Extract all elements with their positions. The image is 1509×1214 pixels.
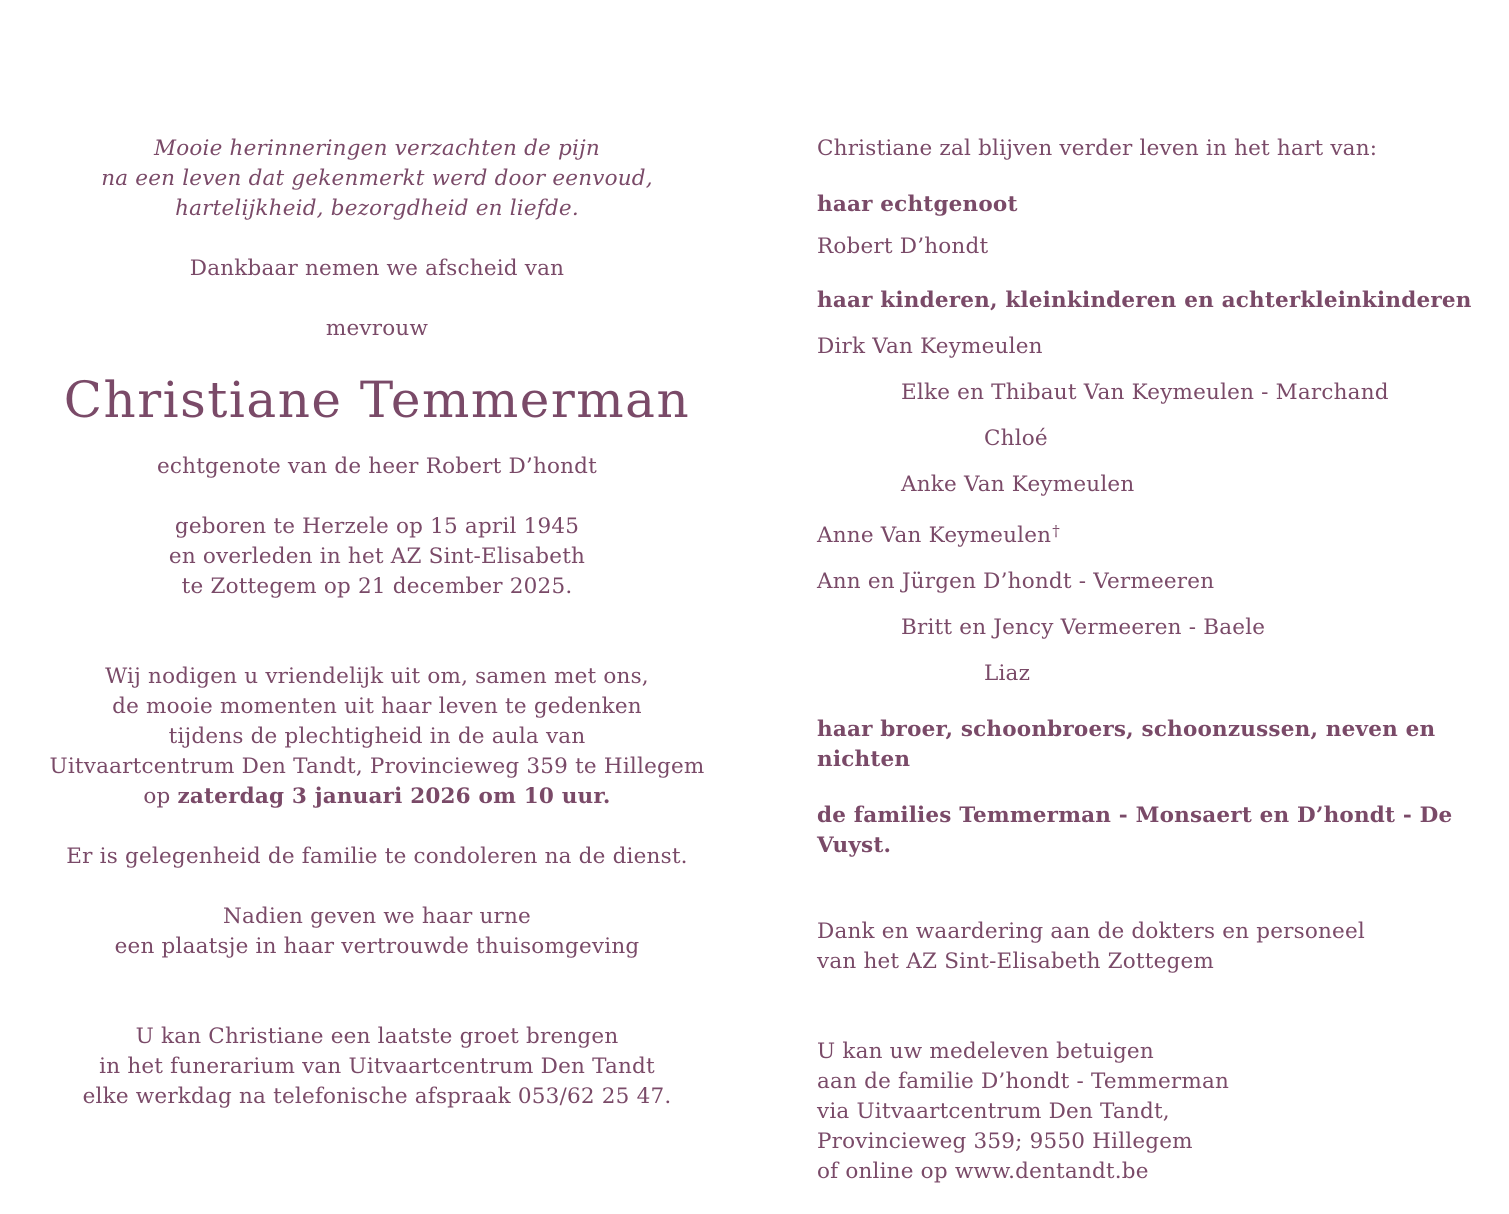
left-column [40, 134, 714, 1112]
family-member: Liaz [984, 661, 1031, 686]
invite-date-line [40, 782, 714, 812]
visit-text [40, 1022, 714, 1112]
thanks-line: Dank en waardering aan de dokters en personeel [817, 919, 1365, 944]
birth-death-info [40, 512, 714, 602]
condolence-info [817, 1037, 1477, 1187]
right-column [817, 134, 1477, 1187]
family-member-name: Anne Van Keymeulen [817, 523, 1052, 548]
condolence-line: aan de familie D’hondt - Temmerman [817, 1069, 1230, 1094]
visit-line: U kan Christiane een laatste groet brengen [135, 1024, 619, 1049]
spouse-line: echtgenote van de heer Robert D’hondt [157, 454, 597, 479]
invite-prefix: op [143, 784, 171, 809]
thanks-line: van het AZ Sint-Elisabeth Zottegem [817, 949, 1215, 974]
condolence-text: Er is gelegenheid de familie te condoleren na de dienst. [66, 844, 688, 869]
ceremony-invitation [40, 662, 714, 812]
heading-spouse: haar echtgenoot [817, 192, 1018, 217]
heading-siblings: haar broer, schoonbroers, schoonzussen, neven en nichten [817, 717, 1436, 772]
urn-line: een plaatsje in haar vertrouwde thuisomgeving [114, 934, 640, 959]
family-member: Ann en Jürgen D’hondt - Vermeeren [817, 569, 1215, 594]
thanks-text [817, 917, 1477, 977]
urn-text [40, 902, 714, 962]
ceremony-date: zaterdag 3 januari 2026 om 10 uur. [177, 784, 611, 809]
family-intro: Christiane zal blijven verder leven in het hart van: [817, 136, 1378, 161]
invite-line: de mooie momenten uit haar leven te gedenken [112, 694, 642, 719]
info-line: te Zottegem op 21 december 2025. [181, 574, 573, 599]
poem-line: hartelijkheid, bezorgdheid en liefde. [175, 196, 579, 221]
visit-line: elke werkdag na telefonische afspraak 053/62 25 47. [82, 1084, 672, 1109]
invite-line: Uitvaartcentrum Den Tandt, Provincieweg 359 te Hillegem [49, 754, 705, 779]
deceased-name: Christiane Temmerman [63, 371, 691, 429]
family-member: Chloé [984, 426, 1048, 451]
spouse-name: Robert D’hondt [817, 234, 989, 259]
invite-line: tijdens de plechtigheid in de aula van [168, 724, 586, 749]
poem-line: Mooie herinneringen verzachten de pijn [154, 136, 600, 161]
farewell-text: Dankbaar nemen we afscheid van [189, 256, 565, 281]
cross-icon: † [1052, 522, 1060, 540]
poem-line: na een leven dat gekenmerkt werd door eenvoud, [101, 166, 653, 191]
urn-line: Nadien geven we haar urne [223, 904, 531, 929]
condolence-line: U kan uw medeleven betuigen [817, 1039, 1154, 1064]
visit-line: in het funerarium van Uitvaartcentrum Den Tandt [99, 1054, 655, 1079]
family-member: Anke Van Keymeulen [901, 472, 1135, 497]
condolence-line: via Uitvaartcentrum Den Tandt, [817, 1099, 1170, 1124]
title-word: mevrouw [325, 316, 429, 341]
poem [40, 134, 714, 224]
family-member-deceased [817, 516, 1477, 551]
family-member: Britt en Jency Vermeeren - Baele [901, 615, 1266, 640]
family-member: Dirk Van Keymeulen [817, 334, 1043, 359]
heading-children: haar kinderen, kleinkinderen en achterkleinkinderen [817, 288, 1472, 313]
family-member: Elke en Thibaut Van Keymeulen - Marchand [901, 380, 1389, 405]
invite-line: Wij nodigen u vriendelijk uit om, samen met ons, [105, 664, 649, 689]
condolence-line: of online op www.dentandt.be [817, 1159, 1149, 1184]
heading-families: de families Temmerman - Monsaert en D’hondt - De Vuyst. [817, 803, 1453, 858]
info-line: en overleden in het AZ Sint-Elisabeth [168, 544, 586, 569]
info-line: geboren te Herzele op 15 april 1945 [174, 514, 580, 539]
family-list [817, 332, 1477, 689]
condolence-line: Provincieweg 359; 9550 Hillegem [817, 1129, 1193, 1154]
